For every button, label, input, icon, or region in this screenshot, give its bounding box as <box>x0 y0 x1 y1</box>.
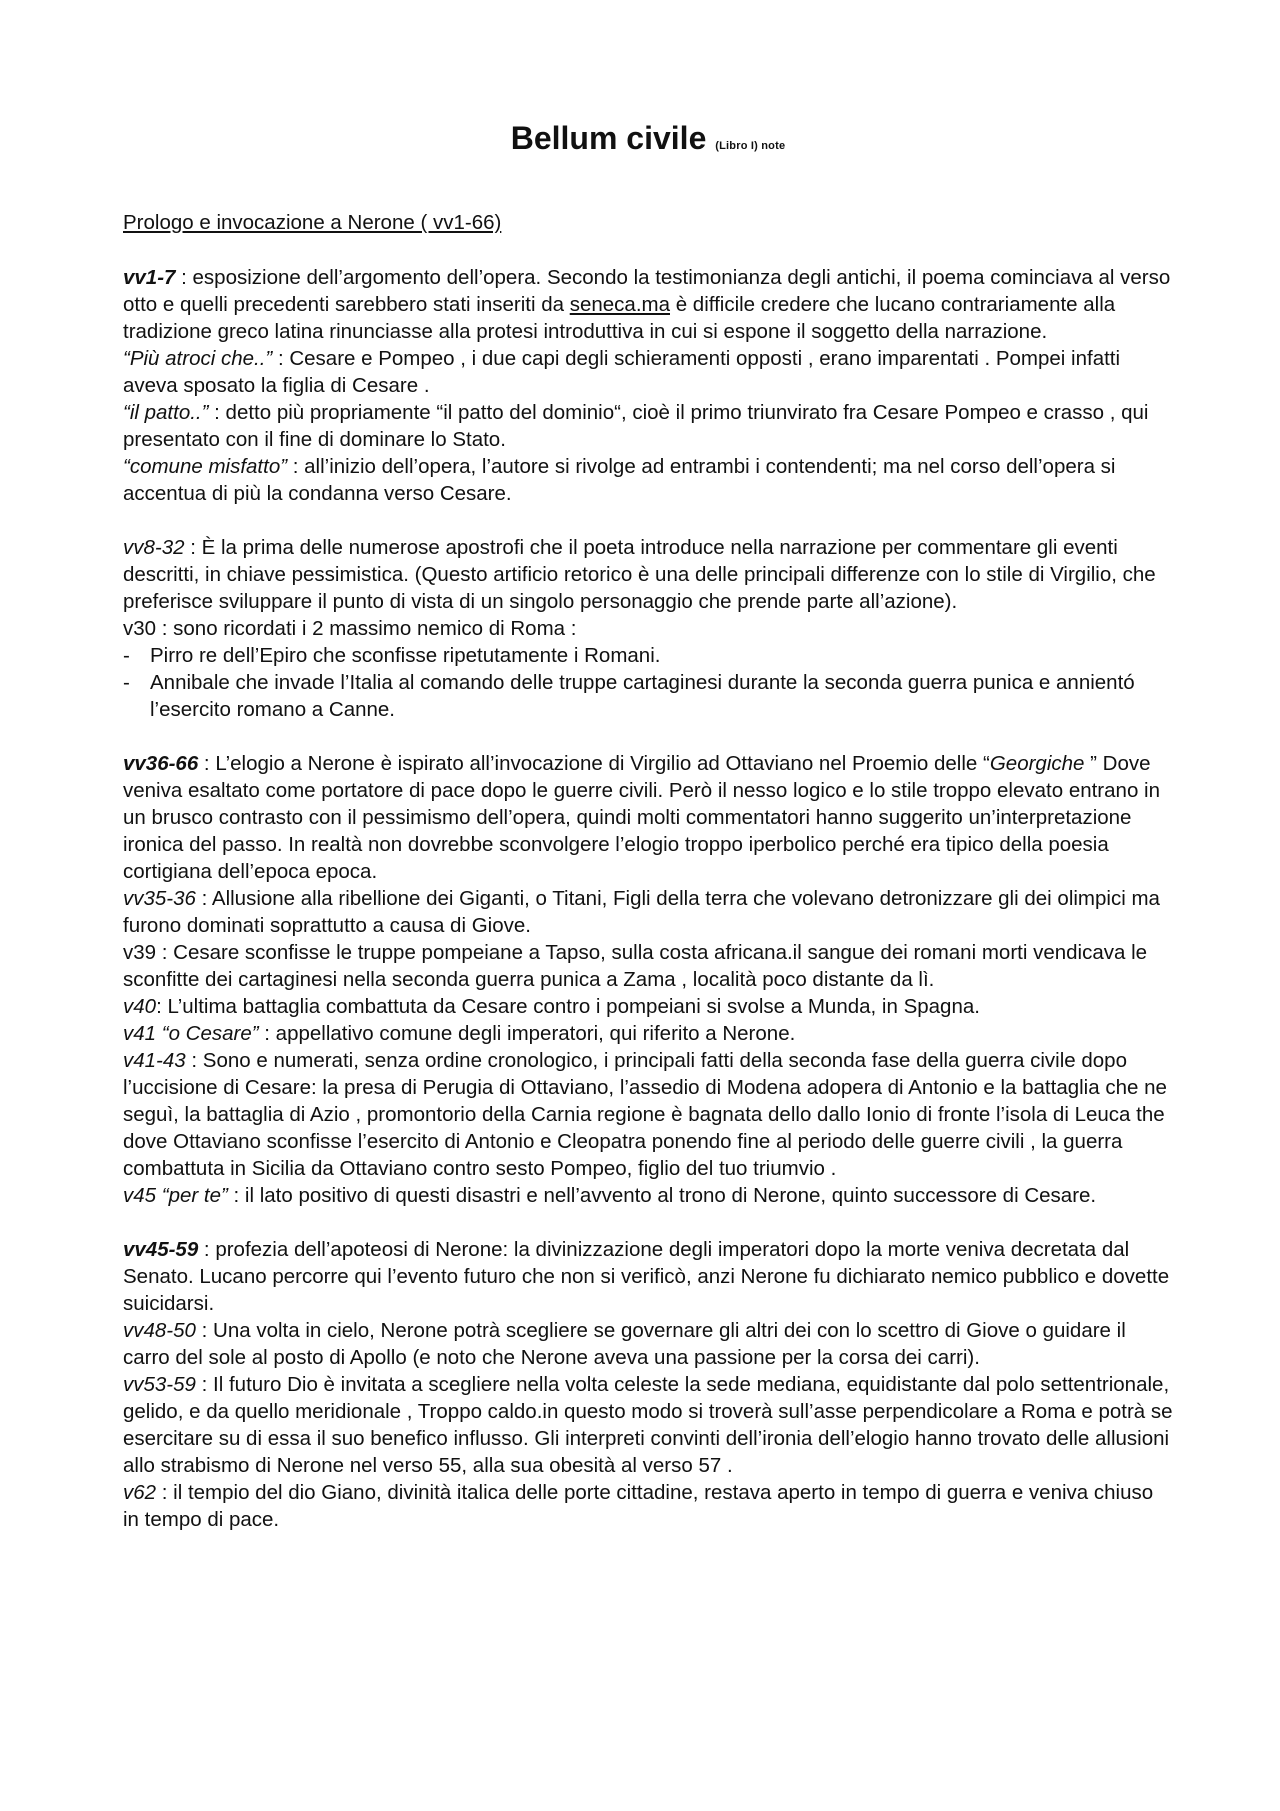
note-label: vv1-7 <box>123 266 176 289</box>
note-vv8-32 <box>123 534 1173 615</box>
note-block-vv1-7 <box>123 264 1173 507</box>
note-label: v41 “o Cesare” <box>123 1022 259 1045</box>
note-block-vv36-66 <box>123 750 1173 1209</box>
note-text: è difficile credere che lucano contrariamente alla tradizione greco latina rinunciasse alla protesi introduttiva in cui si espone il soggetto della narrazione. <box>123 293 1116 343</box>
note-label: “il patto..” <box>123 401 209 424</box>
note-label: v62 <box>123 1481 157 1504</box>
note-v41-43 <box>123 1047 1173 1182</box>
note-text: : È la prima delle numerose apostrofi che il poeta introduce nella narrazione per commentare gli eventi descritti, in chiave pessimistica. (Questo artificio retorico è una delle principali differenze con lo stile di Virgilio, che preferisce sviluppare il punto di vista di un singolo personaggio che prende parte all’azione). <box>123 536 1156 613</box>
note-label: v45 “per te” <box>123 1184 228 1207</box>
section-heading: Prologo e invocazione a Nerone ( vv1-66) <box>123 211 502 234</box>
paragraph-gap <box>123 723 1173 750</box>
note-text: : profezia dell’apoteosi di Nerone: la divinizzazione degli imperatori dopo la morte veniva decretata dal Senato. Lucano percorre qui l’evento futuro che non si verificò, anzi Nerone fu dichiarato nemico pubblico e dovette suicidarsi. <box>123 1238 1170 1315</box>
list-item: - Annibale che invade l’Italia al comando delle truppe cartaginesi durante la seconda guerra punica e annientó l’esercito romano a Canne. <box>123 669 1173 723</box>
note-text: : all’inizio dell’opera, l’autore si rivolge ad entrambi i contendenti; ma nel corso dell’opera si accentua di più la condanna verso Cesare. <box>123 455 1116 505</box>
note-label: v40 <box>123 995 157 1018</box>
note-text: : il tempio del dio Giano, divinità italica delle porte cittadine, restava aperto in tempo di guerra e veniva chiuso in tempo di pace. <box>123 1481 1154 1531</box>
note-text: : Cesare e Pompeo , i due capi degli schieramenti opposti , erano imparentati . Pompei infatti aveva sposato la figlia di Cesare . <box>123 347 1121 397</box>
note-text: : Una volta in cielo, Nerone potrà scegliere se governare gli altri dei con lo scettro di Giove o guidare il carro del sole al posto di Apollo (e noto che Nerone aveva una passione per la corsa dei carri). <box>123 1319 1126 1369</box>
note-vv35-36 <box>123 885 1173 939</box>
note-v41 <box>123 1020 1173 1047</box>
note-il-patto <box>123 399 1173 453</box>
note-vv45-59 <box>123 1236 1173 1317</box>
note-v30: v30 : sono ricordati i 2 massimo nemico di Roma : <box>123 617 577 640</box>
note-text: : Sono e numerati, senza ordine cronologico, i principali fatti della seconda fase della guerra civile dopo l’uccisione di Cesare: la presa di Perugia di Ottaviano, l’assedio di Modena adopera di Antonio e la battaglia che ne seguì, la battaglia di Azio , promontorio della Carnia regione è bagnata dello dallo Ionio di fronte l’isola di Leuca the dove Ottaviano sconfisse l’esercito di Antonio e Cleopatra ponendo fine al periodo delle guerre civili , la guerra combattuta in Sicilia da Ottaviano contro sesto Pompeo, figlio del tuo triumvio . <box>123 1049 1167 1180</box>
note-v62 <box>123 1479 1173 1533</box>
note-text: : L’elogio a Nerone è ispirato all’invocazione di Virgilio ad Ottaviano nel Proemio delle “ <box>198 752 990 775</box>
note-text: : il lato positivo di questi disastri e nell’avvento al trono di Nerone, quinto successore di Cesare. <box>227 1184 1097 1207</box>
note-comune-misfatto <box>123 453 1173 507</box>
note-label: vv36-66 <box>123 752 199 775</box>
note-text: ” Dove veniva esaltato come portatore di pace dopo le guerre civili. Però il nesso logico e lo stile troppo elevato entrano in un brusco contrasto con il pessimismo dell’opera, quindi molti commentatori hanno suggerito un’interpretazione ironica del passo. In realtà non dovrebbe sconvolgere l’elogio troppo iperbolico perché era tipico della poesia cortigiana dell’epoca epoca. <box>123 752 1160 883</box>
note-text: : L’ultima battaglia combattuta da Cesare contro i pompeiani si svolse a Munda, in Spagna. <box>156 995 980 1018</box>
note-text: : detto più propriamente “il patto del dominio“, cioè il primo triunvirato fra Cesare Pompeo e crasso , qui presentato con il fine di dominare lo Stato. <box>123 401 1149 451</box>
note-piu-atroci <box>123 345 1173 399</box>
note-label: v41-43 <box>123 1049 186 1072</box>
note-vv36-66 <box>123 750 1173 885</box>
title-main: Bellum civile <box>510 120 707 156</box>
note-vv48-50 <box>123 1317 1173 1371</box>
paragraph-gap <box>123 507 1173 534</box>
note-block-vv45-59 <box>123 1236 1173 1533</box>
note-text: : Il futuro Dio è invitata a scegliere nella volta celeste la sede mediana, equidistante dal polo settentrionale, gelido, e da quello meridionale , Troppo caldo.in questo modo si troverà sull’asse perpendicolare a Roma e potrà se esercitare su di essa il suo benefico influsso. Gli interpreti convinti dell’ironia dell’elogio hanno trovato delle allusioni allo strabismo di Nerone nel verso 55, alla sua obesità al verso 57 . <box>123 1373 1173 1477</box>
title-subtitle: (Libro I) note <box>715 140 786 152</box>
page-title <box>123 118 1173 166</box>
note-v39: v39 : Cesare sconfisse le truppe pompeiane a Tapso, sulla costa africana.il sangue dei romani morti vendicava le sconfitte dei cartaginesi nella seconda guerra punica a Zama , località poco distante da lì. <box>123 941 1148 991</box>
enemies-list <box>123 642 1173 723</box>
note-v45 <box>123 1182 1173 1209</box>
paragraph-gap <box>123 1209 1173 1236</box>
note-text: : appellativo comune degli imperatori, qui riferito a Nerone. <box>258 1022 796 1045</box>
note-vv1-7 <box>123 264 1173 345</box>
note-label: vv53-59 <box>123 1373 196 1396</box>
note-vv53-59 <box>123 1371 1173 1479</box>
seneca-link[interactable]: seneca.ma <box>569 293 670 316</box>
note-text: : esposizione dell’argomento dell’opera. Secondo la testimonianza degli antichi, il poema cominciava al verso otto e quelli precedenti sarebbero stati inseriti da <box>123 266 1171 316</box>
note-label: “Più atroci che..” <box>123 347 273 370</box>
note-block-vv8-32 <box>123 534 1173 723</box>
note-v40 <box>123 993 1173 1020</box>
document-page <box>123 118 1173 1533</box>
note-label: vv35-36 <box>123 887 196 910</box>
note-label: vv48-50 <box>123 1319 196 1342</box>
note-label: vv8-32 <box>123 536 185 559</box>
note-label: vv45-59 <box>123 1238 199 1261</box>
note-italic: Georgiche <box>989 752 1085 775</box>
note-label: “comune misfatto” <box>123 455 288 478</box>
list-item: - Pirro re dell’Epiro che sconfisse ripetutamente i Romani. <box>123 642 1173 669</box>
note-text: : Allusione alla ribellione dei Giganti, o Titani, Figli della terra che volevano detronizzare gli dei olimpici ma furono dominati soprattutto a causa di Giove. <box>123 887 1160 937</box>
